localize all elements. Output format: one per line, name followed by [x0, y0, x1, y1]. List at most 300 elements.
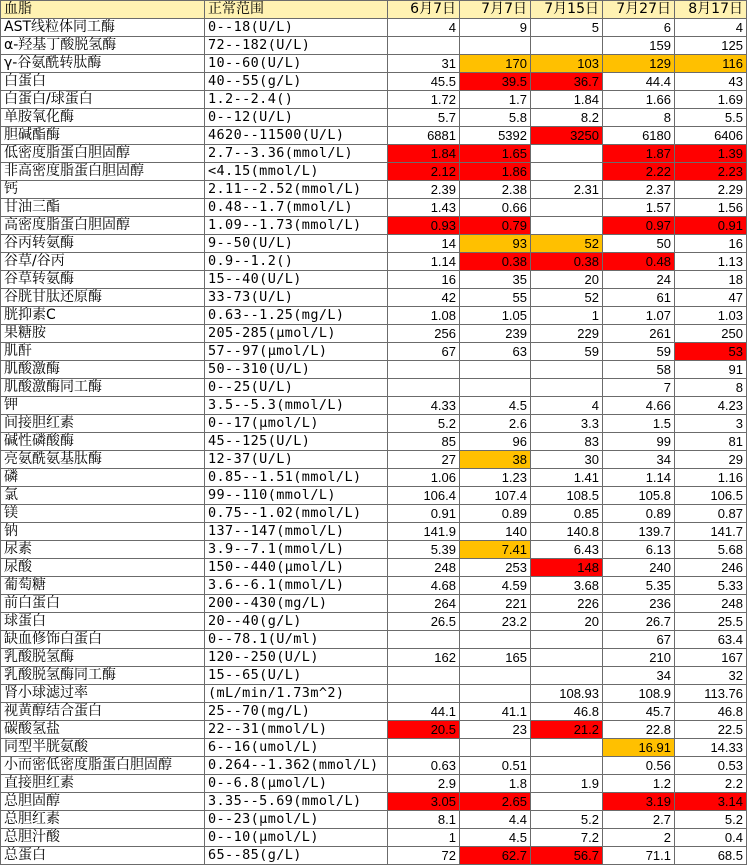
normal-range-cell: 0--6.8(μmol/L): [205, 775, 388, 792]
table-row: [1, 721, 747, 739]
test-name-cell: 葡萄糖: [1, 577, 205, 594]
result-value-cell: 6: [603, 19, 675, 36]
result-value-cell: 4.68: [388, 577, 460, 594]
normal-range-cell: 0.9--1.2(): [205, 253, 388, 270]
normal-range-cell: 0.264--1.362(mmol/L): [205, 757, 388, 774]
result-value-cell: 36.7: [531, 73, 603, 90]
result-value-cell: 55: [460, 289, 531, 306]
result-value-cell: 1: [531, 307, 603, 324]
result-value-cell: [388, 37, 460, 54]
table-row: [1, 667, 747, 685]
result-value-cell: 5.35: [603, 577, 675, 594]
result-value-cell: [388, 739, 460, 756]
table-row: [1, 433, 747, 451]
normal-range-cell: 3.35--5.69(mmol/L): [205, 793, 388, 810]
result-value-cell: 7.2: [531, 829, 603, 846]
normal-range-cell: 22--31(mmol/L): [205, 721, 388, 738]
result-value-cell: 91: [675, 361, 747, 378]
result-value-cell: 1.84: [388, 145, 460, 162]
result-value-cell: 264: [388, 595, 460, 612]
result-value-cell: 44.1: [388, 703, 460, 720]
result-value-cell: 3250: [531, 127, 603, 144]
table-row: [1, 469, 747, 487]
result-value-cell: 108.9: [603, 685, 675, 702]
result-value-cell: 261: [603, 325, 675, 342]
result-value-cell: 23: [460, 721, 531, 738]
table-row: [1, 379, 747, 397]
result-value-cell: 141.9: [388, 523, 460, 540]
result-value-cell: 85: [388, 433, 460, 450]
result-value-cell: 24: [603, 271, 675, 288]
result-value-cell: 62.7: [460, 847, 531, 864]
result-value-cell: 43: [675, 73, 747, 90]
normal-range-cell: 4620--11500(U/L): [205, 127, 388, 144]
result-value-cell: 59: [531, 343, 603, 360]
result-value-cell: 2.22: [603, 163, 675, 180]
result-value-cell: 6406: [675, 127, 747, 144]
normal-range-cell: 57--97(μmol/L): [205, 343, 388, 360]
normal-range-cell: 72--182(U/L): [205, 37, 388, 54]
result-value-cell: 0.91: [675, 217, 747, 234]
table-row: [1, 271, 747, 289]
result-value-cell: [460, 685, 531, 702]
result-value-cell: 93: [460, 235, 531, 252]
table-row: [1, 847, 747, 865]
result-value-cell: 6.13: [603, 541, 675, 558]
table-row: [1, 109, 747, 127]
result-value-cell: 1.87: [603, 145, 675, 162]
result-value-cell: 44.4: [603, 73, 675, 90]
test-name-cell: 谷草/谷丙: [1, 253, 205, 270]
table-row: [1, 307, 747, 325]
normal-range-cell: 3.9--7.1(mmol/L): [205, 541, 388, 558]
result-value-cell: 50: [603, 235, 675, 252]
result-value-cell: 0.79: [460, 217, 531, 234]
table-row: [1, 127, 747, 145]
result-value-cell: 22.5: [675, 721, 747, 738]
result-value-cell: 2.9: [388, 775, 460, 792]
normal-range-cell: 0--18(U/L): [205, 19, 388, 36]
result-value-cell: 4.66: [603, 397, 675, 414]
table-row: [1, 757, 747, 775]
result-value-cell: [531, 793, 603, 810]
test-name-cell: 乳酸脱氢酶同工酶: [1, 667, 205, 684]
test-name-cell: 胱抑素C: [1, 307, 205, 324]
normal-range-cell: 0--12(U/L): [205, 109, 388, 126]
result-value-cell: 29: [675, 451, 747, 468]
result-value-cell: 0.85: [531, 505, 603, 522]
test-name-cell: 谷丙转氨酶: [1, 235, 205, 252]
result-value-cell: 256: [388, 325, 460, 342]
table-row: [1, 253, 747, 271]
test-name-cell: 小而密低密度脂蛋白胆固醇: [1, 757, 205, 774]
result-value-cell: 5: [531, 19, 603, 36]
result-value-cell: 248: [388, 559, 460, 576]
result-value-cell: 9: [460, 19, 531, 36]
result-value-cell: [388, 361, 460, 378]
result-value-cell: 25.5: [675, 613, 747, 630]
result-value-cell: [460, 667, 531, 684]
result-value-cell: 0.93: [388, 217, 460, 234]
table-row: [1, 703, 747, 721]
table-row: [1, 595, 747, 613]
result-value-cell: [388, 631, 460, 648]
result-value-cell: 4.5: [460, 397, 531, 414]
table-row: [1, 649, 747, 667]
result-value-cell: 5.2: [388, 415, 460, 432]
header-row: [1, 1, 747, 19]
result-value-cell: 1.7: [460, 91, 531, 108]
table-row: [1, 73, 747, 91]
normal-range-cell: 1.2--2.4(): [205, 91, 388, 108]
test-name-cell: 总胆固醇: [1, 793, 205, 810]
header-date: 8月17日: [675, 1, 747, 18]
result-value-cell: 26.7: [603, 613, 675, 630]
test-name-cell: 碳酸氢盐: [1, 721, 205, 738]
result-value-cell: [388, 667, 460, 684]
result-value-cell: 8.1: [388, 811, 460, 828]
result-value-cell: 71.1: [603, 847, 675, 864]
result-value-cell: 0.51: [460, 757, 531, 774]
normal-range-cell: 205-285(μmol/L): [205, 325, 388, 342]
result-value-cell: [460, 379, 531, 396]
result-value-cell: 1.14: [603, 469, 675, 486]
table-row: [1, 181, 747, 199]
result-value-cell: 210: [603, 649, 675, 666]
header-date: 6月7日: [388, 1, 460, 18]
result-value-cell: [531, 757, 603, 774]
test-name-cell: 胆碱酯酶: [1, 127, 205, 144]
table-row: [1, 829, 747, 847]
result-value-cell: 6881: [388, 127, 460, 144]
normal-range-cell: 2.7--3.36(mmol/L): [205, 145, 388, 162]
result-value-cell: 52: [531, 235, 603, 252]
test-name-cell: 镁: [1, 505, 205, 522]
result-value-cell: 1.03: [675, 307, 747, 324]
result-value-cell: [531, 379, 603, 396]
test-name-cell: 总胆红素: [1, 811, 205, 828]
result-value-cell: 42: [388, 289, 460, 306]
result-value-cell: 1.84: [531, 91, 603, 108]
normal-range-cell: 25--70(mg/L): [205, 703, 388, 720]
result-value-cell: 236: [603, 595, 675, 612]
result-value-cell: 0.63: [388, 757, 460, 774]
table-row: [1, 505, 747, 523]
normal-range-cell: 1.09--1.73(mmol/L): [205, 217, 388, 234]
result-value-cell: 14.33: [675, 739, 747, 756]
result-value-cell: 45.7: [603, 703, 675, 720]
test-name-cell: 甘油三酯: [1, 199, 205, 216]
result-value-cell: 5.39: [388, 541, 460, 558]
normal-range-cell: 9--50(U/L): [205, 235, 388, 252]
table-row: [1, 55, 747, 73]
result-value-cell: 141.7: [675, 523, 747, 540]
result-value-cell: 5.2: [675, 811, 747, 828]
normal-range-cell: 120--250(U/L): [205, 649, 388, 666]
normal-range-cell: 40--55(g/L): [205, 73, 388, 90]
result-value-cell: 253: [460, 559, 531, 576]
test-name-cell: 视黄醇结合蛋白: [1, 703, 205, 720]
result-value-cell: 1.69: [675, 91, 747, 108]
result-value-cell: 23.2: [460, 613, 531, 630]
result-value-cell: 5.2: [531, 811, 603, 828]
normal-range-cell: 15--65(U/L): [205, 667, 388, 684]
result-value-cell: 1.06: [388, 469, 460, 486]
normal-range-cell: 200--430(mg/L): [205, 595, 388, 612]
normal-range-cell: 45--125(U/L): [205, 433, 388, 450]
table-row: [1, 541, 747, 559]
result-value-cell: 3.05: [388, 793, 460, 810]
normal-range-cell: 3.5--5.3(mmol/L): [205, 397, 388, 414]
result-value-cell: 2.2: [675, 775, 747, 792]
test-name-cell: 钠: [1, 523, 205, 540]
result-value-cell: 3.19: [603, 793, 675, 810]
result-value-cell: 3: [675, 415, 747, 432]
test-name-cell: 直接胆红素: [1, 775, 205, 792]
result-value-cell: 167: [675, 649, 747, 666]
header-date: 7月7日: [460, 1, 531, 18]
result-value-cell: 22.8: [603, 721, 675, 738]
result-value-cell: 116: [675, 55, 747, 72]
result-value-cell: 1.07: [603, 307, 675, 324]
normal-range-cell: 6--16(umol/L): [205, 739, 388, 756]
result-value-cell: 8: [603, 109, 675, 126]
result-value-cell: 0.56: [603, 757, 675, 774]
normal-range-cell: 0.75--1.02(mmol/L): [205, 505, 388, 522]
result-value-cell: 0.38: [531, 253, 603, 270]
table-row: [1, 559, 747, 577]
test-name-cell: 钾: [1, 397, 205, 414]
result-value-cell: 96: [460, 433, 531, 450]
normal-range-cell: 0--17(μmol/L): [205, 415, 388, 432]
table-row: [1, 217, 747, 235]
result-value-cell: 63.4: [675, 631, 747, 648]
result-value-cell: [531, 667, 603, 684]
result-value-cell: 18: [675, 271, 747, 288]
header-date: 7月27日: [603, 1, 675, 18]
normal-range-cell: (mL/min/1.73m^2): [205, 685, 388, 702]
normal-range-cell: 33-73(U/L): [205, 289, 388, 306]
table-row: [1, 415, 747, 433]
result-value-cell: 7.41: [460, 541, 531, 558]
result-value-cell: 1.43: [388, 199, 460, 216]
result-value-cell: 1.08: [388, 307, 460, 324]
table-row: [1, 37, 747, 55]
result-value-cell: 83: [531, 433, 603, 450]
test-name-cell: 碱性磷酸酶: [1, 433, 205, 450]
result-value-cell: 4.33: [388, 397, 460, 414]
result-value-cell: 140: [460, 523, 531, 540]
test-name-cell: 同型半胱氨酸: [1, 739, 205, 756]
header-normal-range: 正常范围: [205, 1, 388, 18]
test-name-cell: 氯: [1, 487, 205, 504]
result-value-cell: 67: [603, 631, 675, 648]
table-row: [1, 685, 747, 703]
result-value-cell: 139.7: [603, 523, 675, 540]
result-value-cell: 129: [603, 55, 675, 72]
result-value-cell: 250: [675, 325, 747, 342]
result-value-cell: 59: [603, 343, 675, 360]
result-value-cell: 2.31: [531, 181, 603, 198]
result-value-cell: 1.65: [460, 145, 531, 162]
normal-range-cell: 12-37(U/L): [205, 451, 388, 468]
result-value-cell: [460, 37, 531, 54]
table-row: [1, 811, 747, 829]
test-name-cell: 高密度脂蛋白胆固醇: [1, 217, 205, 234]
table-row: [1, 361, 747, 379]
result-value-cell: 2.39: [388, 181, 460, 198]
result-value-cell: 0.91: [388, 505, 460, 522]
test-name-cell: 球蛋白: [1, 613, 205, 630]
result-value-cell: 170: [460, 55, 531, 72]
result-value-cell: 5.68: [675, 541, 747, 558]
result-value-cell: 0.89: [460, 505, 531, 522]
result-value-cell: 34: [603, 451, 675, 468]
result-value-cell: 1.57: [603, 199, 675, 216]
result-value-cell: 108.93: [531, 685, 603, 702]
normal-range-cell: 65--85(g/L): [205, 847, 388, 864]
result-value-cell: 0.38: [460, 253, 531, 270]
result-value-cell: 16: [388, 271, 460, 288]
normal-range-cell: 137--147(mmol/L): [205, 523, 388, 540]
test-name-cell: 乳酸脱氢酶: [1, 649, 205, 666]
result-value-cell: 5392: [460, 127, 531, 144]
result-value-cell: 63: [460, 343, 531, 360]
test-name-cell: 磷: [1, 469, 205, 486]
result-value-cell: 45.5: [388, 73, 460, 90]
result-value-cell: 1.9: [531, 775, 603, 792]
result-value-cell: 72: [388, 847, 460, 864]
table-row: [1, 793, 747, 811]
result-value-cell: 1.5: [603, 415, 675, 432]
test-name-cell: 总胆汁酸: [1, 829, 205, 846]
result-value-cell: 2.6: [460, 415, 531, 432]
result-value-cell: 6180: [603, 127, 675, 144]
result-value-cell: [531, 163, 603, 180]
result-value-cell: 14: [388, 235, 460, 252]
result-value-cell: 58: [603, 361, 675, 378]
normal-range-cell: 20--40(g/L): [205, 613, 388, 630]
result-value-cell: 240: [603, 559, 675, 576]
result-value-cell: 4: [531, 397, 603, 414]
test-name-cell: 谷草转氨酶: [1, 271, 205, 288]
result-value-cell: 2.38: [460, 181, 531, 198]
result-value-cell: 165: [460, 649, 531, 666]
result-value-cell: [531, 631, 603, 648]
result-value-cell: 81: [675, 433, 747, 450]
result-value-cell: [460, 739, 531, 756]
result-value-cell: 1.16: [675, 469, 747, 486]
test-name-cell: 非高密度脂蛋白胆固醇: [1, 163, 205, 180]
normal-range-cell: 0.85--1.51(mmol/L): [205, 469, 388, 486]
result-value-cell: 105.8: [603, 487, 675, 504]
result-value-cell: 0.4: [675, 829, 747, 846]
result-value-cell: 46.8: [675, 703, 747, 720]
table-row: [1, 631, 747, 649]
test-name-cell: 白蛋白/球蛋白: [1, 91, 205, 108]
result-value-cell: 0.48: [603, 253, 675, 270]
result-value-cell: 106.5: [675, 487, 747, 504]
test-name-cell: 单胺氧化酶: [1, 109, 205, 126]
test-name-cell: 肌酸激酶同工酶: [1, 379, 205, 396]
result-value-cell: 1: [388, 829, 460, 846]
result-value-cell: 0.53: [675, 757, 747, 774]
result-value-cell: 0.97: [603, 217, 675, 234]
test-name-cell: 肌酐: [1, 343, 205, 360]
test-name-cell: 肌酸激酶: [1, 361, 205, 378]
result-value-cell: 8.2: [531, 109, 603, 126]
result-value-cell: 16.91: [603, 739, 675, 756]
result-value-cell: 2.65: [460, 793, 531, 810]
result-value-cell: 4.23: [675, 397, 747, 414]
result-value-cell: [531, 649, 603, 666]
result-value-cell: 107.4: [460, 487, 531, 504]
test-name-cell: 白蛋白: [1, 73, 205, 90]
table-row: [1, 235, 747, 253]
test-name-cell: 缺血修饰白蛋白: [1, 631, 205, 648]
result-value-cell: 52: [531, 289, 603, 306]
result-value-cell: 3.14: [675, 793, 747, 810]
normal-range-cell: 2.11--2.52(mmol/L): [205, 181, 388, 198]
result-value-cell: 0.89: [603, 505, 675, 522]
result-value-cell: 0.66: [460, 199, 531, 216]
result-value-cell: 20.5: [388, 721, 460, 738]
result-value-cell: 32: [675, 667, 747, 684]
result-value-cell: 56.7: [531, 847, 603, 864]
normal-range-cell: 50--310(U/L): [205, 361, 388, 378]
result-value-cell: 4: [388, 19, 460, 36]
table-row: [1, 451, 747, 469]
normal-range-cell: 0--23(μmol/L): [205, 811, 388, 828]
table-row: [1, 577, 747, 595]
result-value-cell: 0.87: [675, 505, 747, 522]
result-value-cell: 2.7: [603, 811, 675, 828]
result-value-cell: 106.4: [388, 487, 460, 504]
result-value-cell: 162: [388, 649, 460, 666]
result-value-cell: 2.37: [603, 181, 675, 198]
normal-range-cell: <4.15(mmol/L): [205, 163, 388, 180]
header-test-name: 血脂: [1, 1, 205, 18]
result-value-cell: 1.72: [388, 91, 460, 108]
result-value-cell: 2: [603, 829, 675, 846]
result-value-cell: 4.5: [460, 829, 531, 846]
test-name-cell: 肾小球滤过率: [1, 685, 205, 702]
result-value-cell: 46.8: [531, 703, 603, 720]
result-value-cell: 21.2: [531, 721, 603, 738]
test-name-cell: 尿酸: [1, 559, 205, 576]
result-value-cell: 1.8: [460, 775, 531, 792]
result-value-cell: 4.4: [460, 811, 531, 828]
result-value-cell: 5.7: [388, 109, 460, 126]
table-row: [1, 397, 747, 415]
result-value-cell: [531, 37, 603, 54]
result-value-cell: 27: [388, 451, 460, 468]
result-value-cell: 125: [675, 37, 747, 54]
test-name-cell: 果糖胺: [1, 325, 205, 342]
table-row: [1, 145, 747, 163]
result-value-cell: 4: [675, 19, 747, 36]
table-row: [1, 343, 747, 361]
result-value-cell: 108.5: [531, 487, 603, 504]
result-value-cell: [531, 361, 603, 378]
result-value-cell: 7: [603, 379, 675, 396]
test-name-cell: 总蛋白: [1, 847, 205, 864]
normal-range-cell: 10--60(U/L): [205, 55, 388, 72]
result-value-cell: 1.39: [675, 145, 747, 162]
result-value-cell: 246: [675, 559, 747, 576]
table-row: [1, 19, 747, 37]
result-value-cell: [388, 685, 460, 702]
